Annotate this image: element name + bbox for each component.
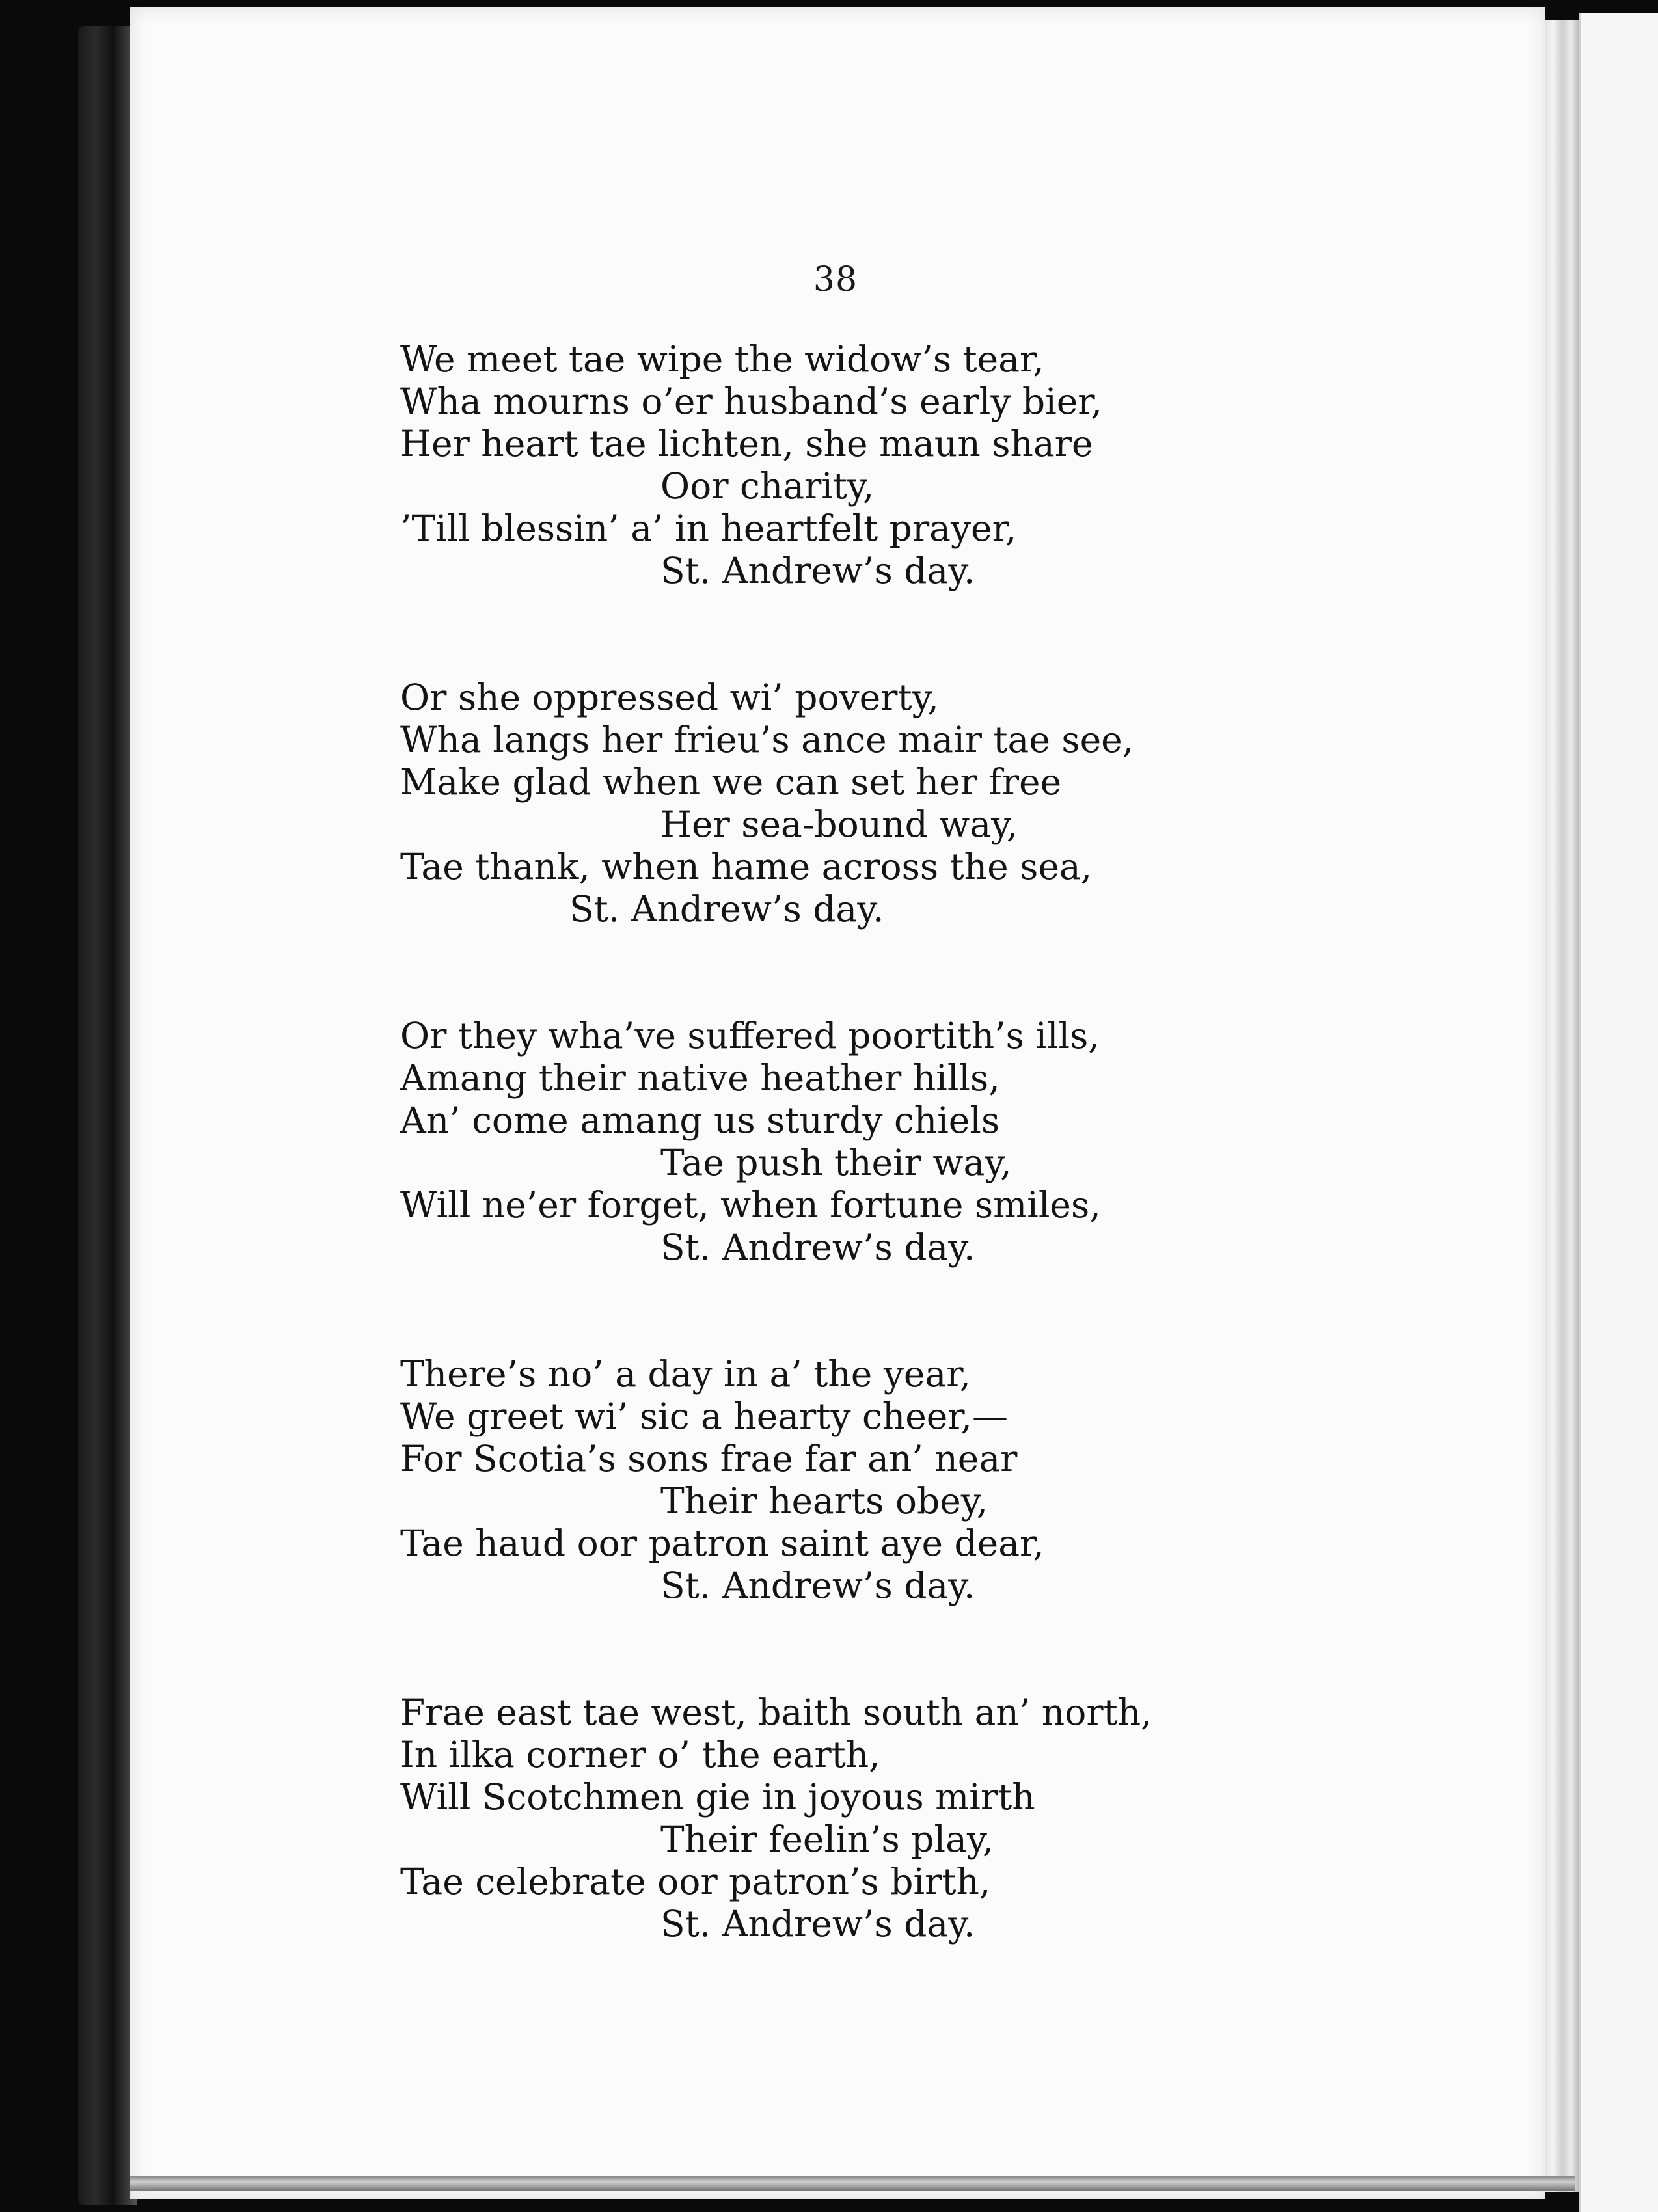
- stanza-gap: [400, 592, 1506, 677]
- poem-line: Wha langs her frieu’s ance mair tae see,: [400, 719, 1134, 761]
- poem-refrain: St. Andrew’s day.: [660, 550, 975, 591]
- poem-line: Tae celebrate oor patron’s birth,: [400, 1861, 991, 1902]
- stanza-5: [400, 1692, 1506, 1945]
- facing-page-edge: [1579, 13, 1658, 2212]
- poem-line: In ilka corner o’ the earth,: [400, 1734, 880, 1775]
- page-bottom-edge: [130, 2176, 1575, 2191]
- poem-line: We greet wi’ sic a hearty cheer,—: [400, 1396, 1009, 1437]
- poem-line: Wha mourns o’er husband’s early bier,: [400, 381, 1102, 422]
- poem-line: ’Till blessin’ a’ in heartfelt prayer,: [400, 507, 1017, 549]
- poem-line: Or she oppressed wi’ poverty,: [400, 677, 939, 718]
- page-number: 38: [813, 260, 858, 299]
- poem-line: Amang their native heather hills,: [400, 1057, 1000, 1099]
- poem-refrain: St. Andrew’s day.: [660, 1226, 975, 1268]
- poem-line: Her sea-bound way,: [660, 803, 1018, 845]
- poem-line: Frae east tae west, baith south an’ north,: [400, 1692, 1152, 1733]
- poem-refrain: St. Andrew’s day.: [660, 1903, 975, 1945]
- stanza-3: [400, 1015, 1506, 1269]
- poem-line: Will ne’er forget, when fortune smiles,: [400, 1184, 1101, 1226]
- stanza-1: [400, 338, 1506, 592]
- poem-line: For Scotia’s sons frae far an’ near: [400, 1438, 1018, 1479]
- poem-refrain: St. Andrew’s day.: [660, 1565, 975, 1606]
- poem-line: Tae thank, when hame across the sea,: [400, 846, 1093, 887]
- page-edges: [1542, 20, 1579, 2192]
- stanza-2: [400, 677, 1506, 930]
- poem-line: Their hearts obey,: [660, 1480, 988, 1522]
- poem-line: Make glad when we can set her free: [400, 761, 1062, 803]
- stanza-gap: [400, 930, 1506, 1015]
- stanza-gap: [400, 1607, 1506, 1692]
- poem-refrain: St. Andrew’s day.: [569, 888, 884, 930]
- book-binding: [78, 26, 137, 2205]
- poem-line: Will Scotchmen gie in joyous mirth: [400, 1776, 1035, 1818]
- poem-line: An’ come amang us sturdy chiels: [400, 1099, 1000, 1141]
- stanza-gap: [400, 1269, 1506, 1353]
- poem-line: We meet tae wipe the widow’s tear,: [400, 338, 1044, 380]
- poem-line: There’s no’ a day in a’ the year,: [400, 1353, 971, 1395]
- poem-line: Or they wha’ve suffered poortith’s ills,: [400, 1015, 1100, 1057]
- poem: [400, 338, 1506, 1945]
- stanza-4: [400, 1353, 1506, 1607]
- poem-line: Tae haud oor patron saint aye dear,: [400, 1522, 1044, 1564]
- poem-line: Oor charity,: [660, 465, 875, 507]
- poem-line: Their feelin’s play,: [660, 1818, 994, 1860]
- poem-line: Her heart tae lichten, she maun share: [400, 423, 1093, 465]
- poem-line: Tae push their way,: [660, 1142, 1012, 1183]
